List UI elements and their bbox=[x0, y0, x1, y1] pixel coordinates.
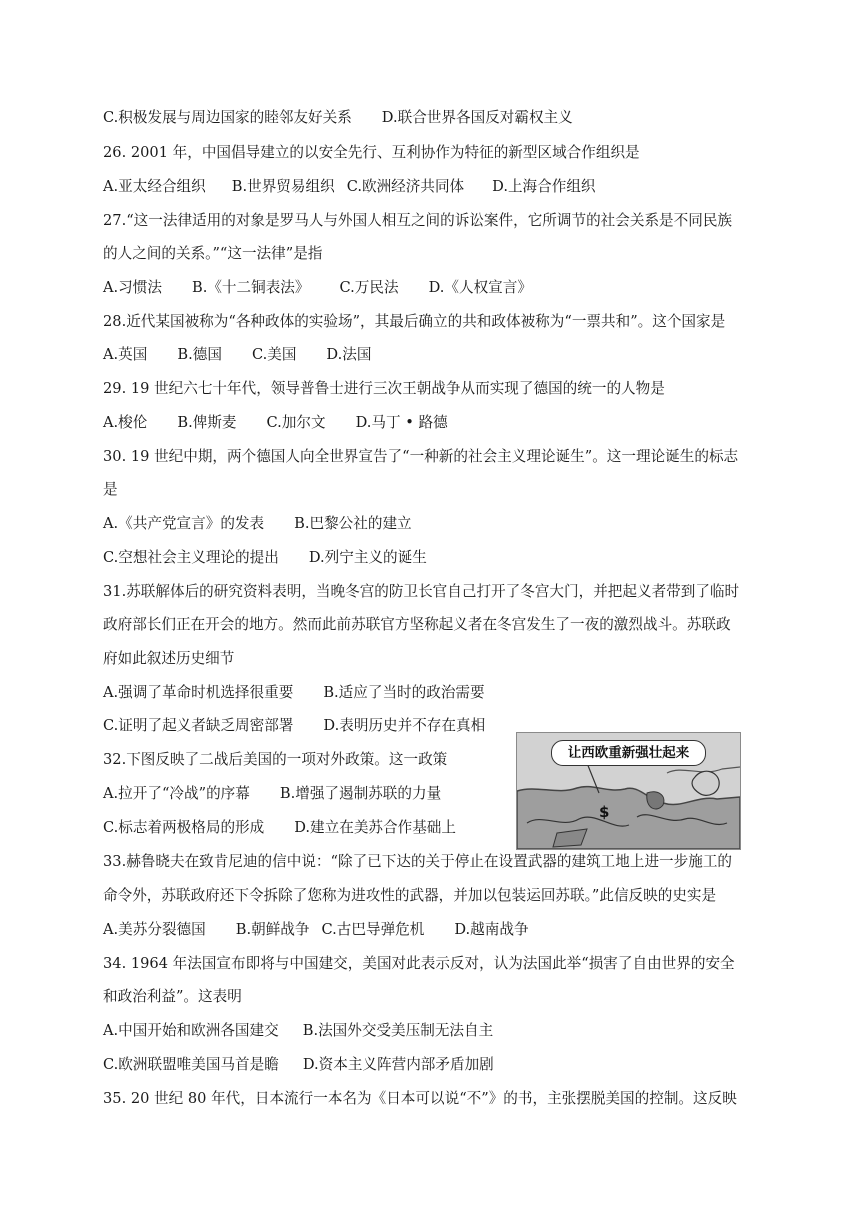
q33-options bbox=[103, 920, 529, 940]
q26-option-c: C.欧洲经济共同体 bbox=[346, 178, 465, 195]
q34-option-d: D.资本主义阵营内部矛盾加剧 bbox=[302, 1056, 494, 1073]
q32-options-row-2 bbox=[103, 818, 456, 838]
q31-option-a: A.强调了革命时机选择很重要 bbox=[103, 684, 294, 701]
q28-option-a: A.英国 bbox=[103, 346, 148, 363]
q28-stem: 28.近代某国被称为“各种政体的实验场”，其最后确立的共和政体被称为“一票共和”。这个国家是 bbox=[103, 313, 726, 330]
q29-stem: 29. 19 世纪六七十年代，领导普鲁士进行三次王朝战争从而实现了德国的统一的人物是 bbox=[103, 380, 665, 397]
q34-stem-2: 和政治利益”。这表明 bbox=[103, 988, 242, 1005]
q30-options-row-2 bbox=[103, 548, 427, 568]
q34-option-a: A.中国开始和欧洲各国建交 bbox=[103, 1022, 279, 1039]
q29-option-c: C.加尔文 bbox=[266, 414, 326, 431]
q33-stem-1: 33.赫鲁晓夫在致肯尼迪的信中说：“除了已下达的关于停止在设置武器的建筑工地上进一步施工的 bbox=[103, 853, 733, 870]
q32-option-c: C.标志着两极格局的形成 bbox=[103, 819, 265, 836]
q31-stem-1: 31.苏联解体后的研究资料表明，当晚冬宫的防卫长官自己打开了冬宫大门，并把起义者带到了临时 bbox=[103, 583, 740, 600]
q27-stem-2: 的人之间的关系。”“这一法律”是指 bbox=[103, 245, 323, 262]
q27-option-d: D.《人权宣言》 bbox=[428, 279, 532, 296]
q34-options-row-1 bbox=[103, 1021, 493, 1041]
q34-options-row-2 bbox=[103, 1055, 494, 1075]
q26-option-b: B.世界贸易组织 bbox=[231, 178, 335, 195]
q30-option-a: A.《共产党宣言》的发表 bbox=[103, 515, 265, 532]
q34-stem-1: 34. 1964 年法国宣布即将与中国建交，美国对此表示反对，认为法国此举“损害了自由世界的安全 bbox=[103, 955, 735, 972]
q32-options-row-1 bbox=[103, 784, 441, 804]
q34-option-c: C.欧洲联盟唯美国马首是瞻 bbox=[103, 1056, 279, 1073]
cold-war-cartoon-figure bbox=[516, 732, 741, 850]
q30-stem-1: 30. 19 世纪中期，两个德国人向全世界宣告了“一种新的社会主义理论诞生”。这一理论诞生的标志 bbox=[103, 448, 739, 465]
q32-option-a: A.拉开了“冷战”的序幕 bbox=[103, 785, 250, 802]
q31-option-c: C.证明了起义者缺乏周密部署 bbox=[103, 717, 294, 734]
q33-option-c: C.古巴导弹危机 bbox=[321, 921, 425, 938]
q32-stem: 32.下图反映了二战后美国的一项对外政策。这一政策 bbox=[103, 751, 448, 768]
q26-stem: 26. 2001 年，中国倡导建立的以安全先行、互利协作为特征的新型区域合作组织是 bbox=[103, 144, 640, 161]
q30-options-row-1 bbox=[103, 514, 412, 534]
q28-options bbox=[103, 345, 371, 365]
q32-option-d: D.建立在美苏合作基础上 bbox=[294, 819, 456, 836]
q27-stem-1: 27.“这一法律适用的对象是罗马人与外国人相互之间的诉讼案件，它所调节的社会关系是不同民族 bbox=[103, 212, 733, 229]
q29-option-b: B.俾斯麦 bbox=[177, 414, 237, 431]
dollar-symbol: $ bbox=[599, 803, 610, 821]
q25-options-line bbox=[103, 108, 573, 128]
q33-option-a: A.美苏分裂德国 bbox=[103, 921, 206, 938]
q33-option-b: B.朝鲜战争 bbox=[235, 921, 310, 938]
q30-stem-2: 是 bbox=[103, 481, 118, 498]
q26-option-d: D.上海合作组织 bbox=[492, 178, 596, 195]
q33-stem-2: 命令外，苏联政府还下令拆除了您称为进攻性的武器，并加以包装运回苏联。”此信反映的史实是 bbox=[103, 887, 717, 904]
q25-option-c: C.积极发展与周边国家的睦邻友好关系 bbox=[103, 109, 352, 126]
q28-option-c: C.美国 bbox=[251, 346, 297, 363]
q27-option-a: A.习惯法 bbox=[103, 279, 162, 296]
q29-option-a: A.梭伦 bbox=[103, 414, 148, 431]
q26-option-a: A.亚太经合组织 bbox=[103, 178, 206, 195]
q29-option-d: D.马丁 • 路德 bbox=[355, 414, 448, 431]
q31-stem-3: 府如此叙述历史细节 bbox=[103, 650, 235, 667]
q28-option-d: D.法国 bbox=[326, 346, 372, 363]
q32-option-b: B.增强了遏制苏联的力量 bbox=[279, 785, 442, 802]
q31-options-row-2 bbox=[103, 716, 485, 736]
q33-option-d: D.越南战争 bbox=[454, 921, 529, 938]
q31-option-d: D.表明历史并不存在真相 bbox=[323, 717, 486, 734]
q31-stem-2: 政府部长们正在开会的地方。然而此前苏联官方坚称起义者在冬宫发生了一夜的激烈战斗。苏联政 bbox=[103, 616, 731, 633]
q35-stem: 35. 20 世纪 80 年代，日本流行一本名为《日本可以说“不”》的书，主张摆脱美国的控制。这反映 bbox=[103, 1090, 737, 1107]
q28-option-b: B.德国 bbox=[177, 346, 222, 363]
q31-option-b: B.适应了当时的政治需要 bbox=[323, 684, 485, 701]
q30-option-c: C.空想社会主义理论的提出 bbox=[103, 549, 279, 566]
q30-option-d: D.列宁主义的诞生 bbox=[308, 549, 427, 566]
q30-option-b: B.巴黎公社的建立 bbox=[294, 515, 412, 532]
q34-option-b: B.法国外交受美压制无法自主 bbox=[302, 1022, 494, 1039]
q27-option-c: C.万民法 bbox=[339, 279, 399, 296]
q31-options-row-1 bbox=[103, 683, 485, 703]
speech-bubble-caption: 让西欧重新强壮起来 bbox=[551, 740, 706, 766]
q27-options bbox=[103, 278, 532, 298]
q26-options bbox=[103, 177, 596, 197]
q29-options bbox=[103, 413, 448, 433]
q27-option-b: B.《十二铜表法》 bbox=[191, 279, 310, 296]
q25-option-d: D.联合世界各国反对霸权主义 bbox=[381, 109, 573, 126]
